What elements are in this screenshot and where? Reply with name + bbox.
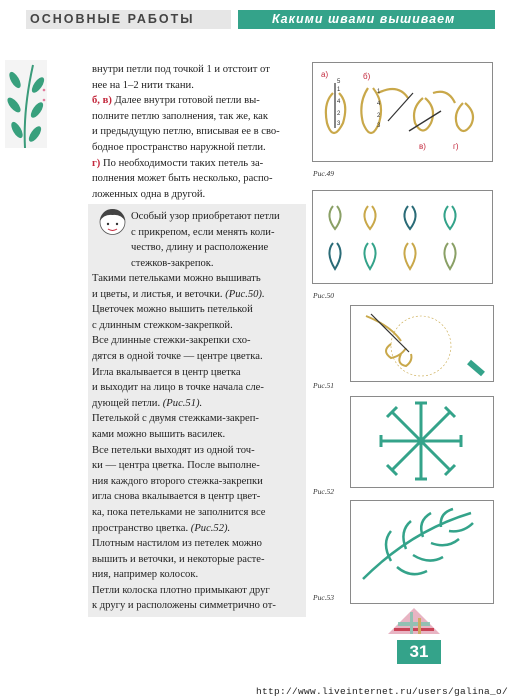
stitch-number: 4 <box>337 99 341 105</box>
figure-51 <box>350 305 494 382</box>
stitch-number: 1 <box>337 87 341 93</box>
label-v: в) <box>419 142 426 151</box>
stitch-number: 2 <box>377 113 381 119</box>
figure-50 <box>312 190 493 284</box>
stitch-number: 3 <box>377 123 381 129</box>
figure-51-illustration <box>351 306 492 380</box>
watermark-url: http://www.liveinternet.ru/users/galina_o/ <box>255 686 508 697</box>
stitch-number: 4 <box>377 101 381 107</box>
caption-52: Рис.52 <box>313 487 335 496</box>
label-a: а) <box>321 70 329 79</box>
figure-52 <box>350 396 494 488</box>
embroidery-thumbnail <box>5 60 47 148</box>
figure-53 <box>350 500 494 604</box>
chapter-title: Какими швами вышиваем <box>238 10 495 29</box>
figure-49 <box>312 62 493 162</box>
top-paragraph: внутри петли под точкой 1 и отстоит от нее на 1–2 нити ткани. б, в) Далее внутри готовой петли вы- полните петлю заполнения, так же, как и предыдущую петлю, вписывая ее в сво- бодное пространство наружной петли. г) По необходимости таких петель за- полнения может быть несколько, распо- ложенных одна в другой. <box>92 64 280 200</box>
caption-53: Рис.53 <box>313 593 335 602</box>
caption-51: Рис.51 <box>313 381 335 390</box>
figure-53-illustration <box>351 501 492 602</box>
face-icon <box>99 207 126 237</box>
tip-intro: Особый узор приобретают петли с прикрепом, если менять коли- чество, длину и расположение стежков-закрепок. <box>131 211 280 269</box>
stitch-number: 2 <box>337 111 341 117</box>
stitch-number: 1 <box>377 89 381 95</box>
caption-49: Рис.49 <box>313 169 335 178</box>
label-b: б) <box>363 72 371 81</box>
page-number: 31 <box>397 640 441 664</box>
caption-50: Рис.50 <box>313 291 335 300</box>
section-title: ОСНОВНЫЕ РАБОТЫ <box>26 10 231 29</box>
label-g: г) <box>453 142 459 151</box>
figure-52-illustration <box>351 397 492 486</box>
stitch-number: 3 <box>337 121 341 127</box>
figure-50-illustration <box>313 191 491 282</box>
tip-paragraph: Такими петельками можно вышивать и цветы, и листья, и веточки. (Рис.50). Цветочек можно вышить петелькой с длинным стежком-закрепкой. Все длинные стежки-закрепки схо- дятся в одной точке — центре цветка. Игла вкалывается в центр цветка и выходит на лицо в точке начала сле- дующей петли. (Рис.51). Петелькой с двумя стежками-закреп- ками можно вышить василек. Все петельки выходят из одной точ- ки — центра цветка. После выполне- ния каждого второго стежка-закрепки игла снова вкалывается в центр цвет- ка, пока петельками не заполнится все пространство цветка. (Рис.52). Плотным настилом из петелек можно вышить и веточки, и некоторые расте- ния, например колосок. Петли колоска плотно примыкают друг к другу и расположены симметрично от- <box>92 273 276 612</box>
figure-49-illustration <box>313 63 491 160</box>
stitch-number: 5 <box>337 79 341 85</box>
